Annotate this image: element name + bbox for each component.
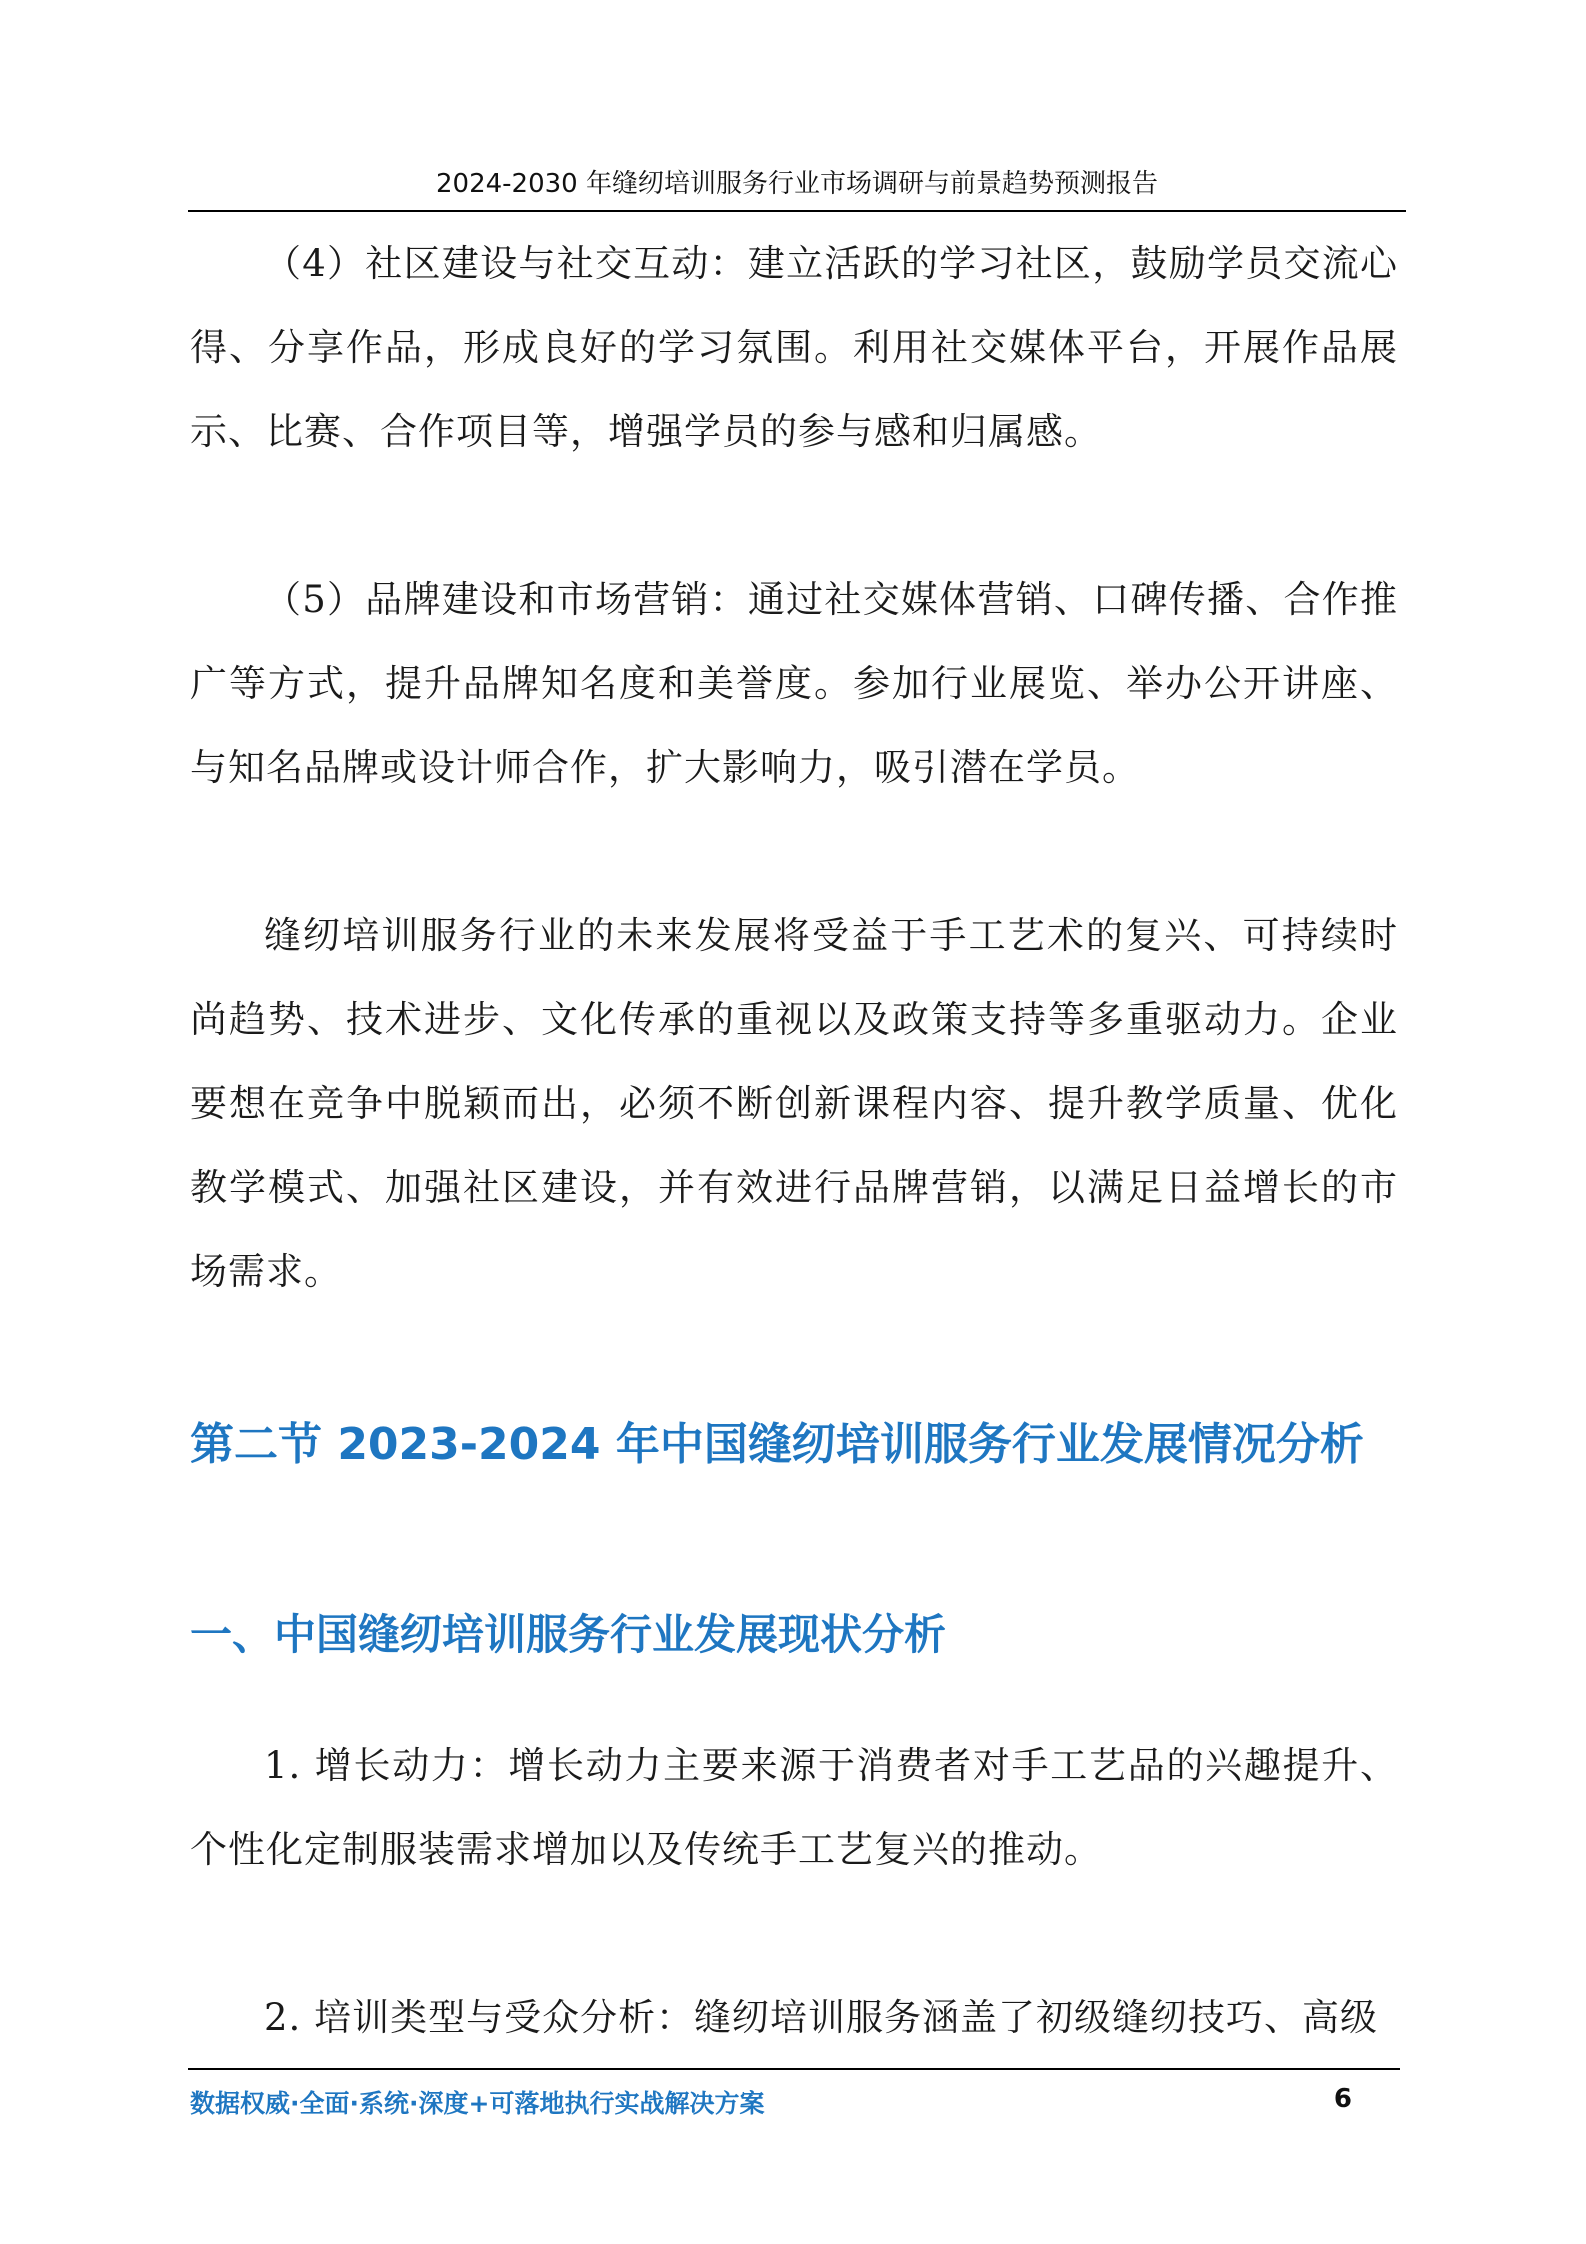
page-number: 6 bbox=[1333, 2084, 1352, 2114]
subsection-heading: 一、中国缝纫培训服务行业发展现状分析 bbox=[190, 1610, 947, 1659]
footer-slogan: 数据权威·全面·系统·深度+可落地执行实战解决方案 bbox=[190, 2089, 765, 2118]
page-footer bbox=[188, 2068, 1400, 2132]
page-content bbox=[190, 222, 1398, 2060]
paragraph-community: （4）社区建设与社交互动：建立活跃的学习社区，鼓励学员交流心得、分享作品，形成良好的学习氛围。利用社交媒体平台，开展作品展示、比赛、合作项目等，增强学员的参与感和归属感。 bbox=[190, 242, 1398, 453]
paragraph-training-types: 2. 培训类型与受众分析：缝纫培训服务涵盖了初级缝纫技巧、高级 bbox=[264, 1996, 1379, 2039]
paragraph-future-development: 缝纫培训服务行业的未来发展将受益于手工艺术的复兴、可持续时尚趋势、技术进步、文化传承的重视以及政策支持等多重驱动力。企业要想在竞争中脱颖而出，必须不断创新课程内容、提升教学质量、优化教学模式、加强社区建设，并有效进行品牌营销，以满足日益增长的市场需求。 bbox=[190, 914, 1398, 1293]
section-heading: 第二节 2023-2024 年中国缝纫培训服务行业发展情况分析 bbox=[190, 1419, 1364, 1470]
page-header bbox=[188, 158, 1406, 212]
report-title: 2024-2030 年缝纫培训服务行业市场调研与前景趋势预测报告 bbox=[436, 169, 1158, 199]
paragraph-growth-drivers: 1. 增长动力：增长动力主要来源于消费者对手工艺品的兴趣提升、个性化定制服装需求增加以及传统手工艺复兴的推动。 bbox=[190, 1744, 1398, 1871]
paragraph-branding: （5）品牌建设和市场营销：通过社交媒体营销、口碑传播、合作推广等方式，提升品牌知名度和美誉度。参加行业展览、举办公开讲座、与知名品牌或设计师合作，扩大影响力，吸引潜在学员。 bbox=[190, 578, 1398, 789]
